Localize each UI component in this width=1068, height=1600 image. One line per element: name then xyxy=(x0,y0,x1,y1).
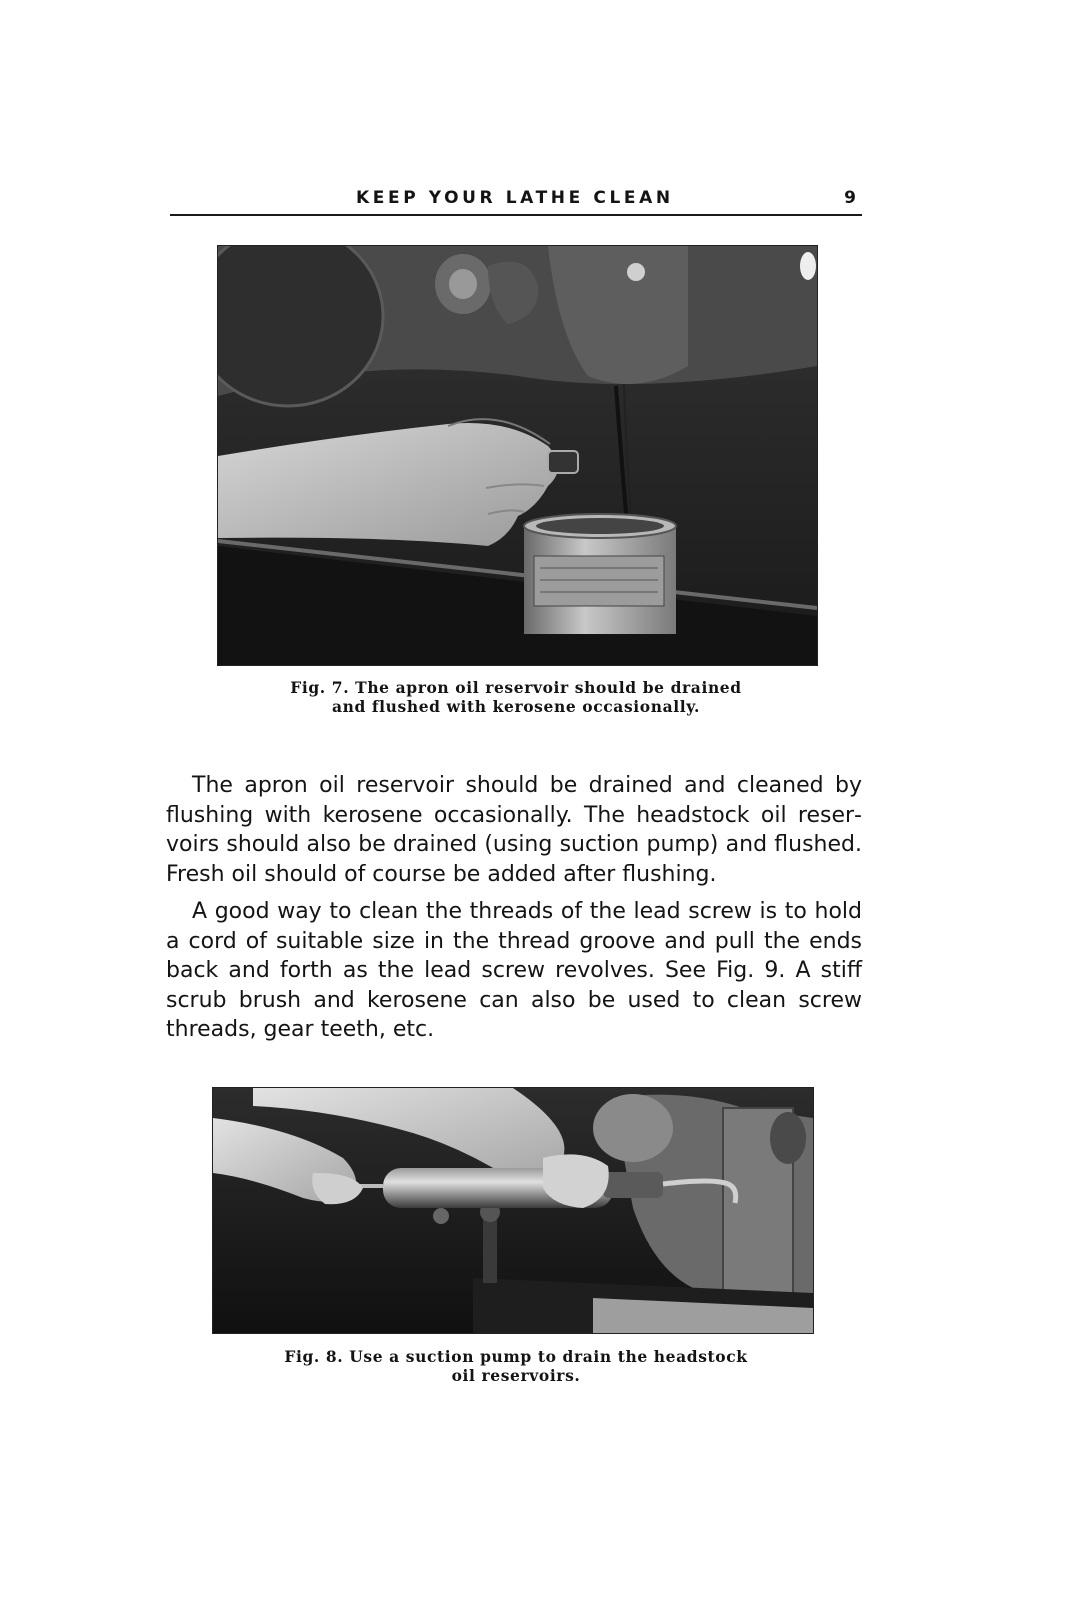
figure-8-photo xyxy=(212,1087,814,1334)
figure-7-caption xyxy=(236,678,796,716)
body-paragraph-1: The apron oil reservoir should be drained and cleaned by flushing with kerosene occasionally. The headstock oil reservoirs should also be drained (using suction pump) and flushed. Fresh oil should of course be added after flushing. xyxy=(166,773,862,887)
running-head xyxy=(170,186,862,216)
figure-8-caption-line-1: Fig. 8. Use a suction pump to drain the headstock xyxy=(284,1347,748,1366)
figure-8-image xyxy=(213,1088,813,1333)
header-rule xyxy=(170,214,862,216)
body-paragraph-2: A good way to clean the threads of the lead screw is to hold a cord of suitable size in the thread groove and pull the ends back and forth as the lead screw revolves. See Fig. 9. A stiff scrub brush and kerosene can also be used to clean screw threads, gear teeth, etc. xyxy=(166,899,862,1042)
figure-8-caption-line-2: oil reservoirs. xyxy=(451,1366,581,1385)
figure-7-caption-line-2: and flushed with kerosene occasionally. xyxy=(331,697,701,716)
running-title: KEEP YOUR LATHE CLEAN xyxy=(356,188,674,208)
page-number: 9 xyxy=(844,188,856,208)
figure-7-caption-line-1: Fig. 7. The apron oil reservoir should be drained xyxy=(290,678,742,697)
figure-8-caption xyxy=(236,1347,796,1385)
figure-7-image xyxy=(218,246,817,665)
figure-7-photo xyxy=(217,245,818,666)
